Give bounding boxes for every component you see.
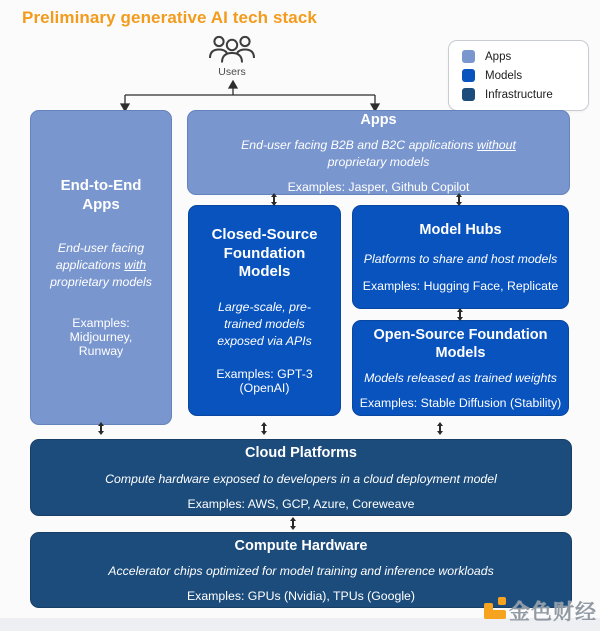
legend-row-apps [462,50,575,63]
card-description: Platforms to share and host models [363,251,558,266]
card-cloud-platforms [30,439,572,516]
card-apps [187,110,570,195]
jinse-finance-logo-icon [484,597,506,619]
legend-label: Models [485,69,523,82]
legend-swatch-apps [462,50,475,63]
legend-row-infrastructure [462,88,575,101]
double-arrow-hubs-open [459,312,461,317]
legend-row-models [462,69,575,82]
watermark-text: 金色财经 [509,601,597,624]
double-arrow-cloud-compute [292,521,294,526]
card-model-hubs [352,205,569,309]
card-description: Accelerator chips optimized for model training and inference workloads [108,564,494,579]
card-description: End-user facing applications with proprietary models [50,240,152,289]
double-arrow-apps-hubs [458,197,460,202]
card-examples: Examples: Jasper, Github Copilot [287,180,470,195]
card-closed-source-foundation-models [188,205,341,416]
page-title: Preliminary generative AI tech stack [22,8,317,27]
legend-swatch-infrastructure [462,88,475,101]
card-examples: Examples: GPUs (Nvidia), TPUs (Google) [186,589,415,604]
card-title: End-to-End Apps [60,177,142,214]
card-open-source-foundation-models [352,320,569,416]
card-title: Apps [360,111,397,128]
card-examples: Examples: Midjourney, Runway [69,315,133,358]
card-title: Compute Hardware [234,537,368,554]
card-examples: Examples: AWS, GCP, Azure, Coreweave [187,496,415,511]
double-arrow-closed-cloud [263,426,265,431]
legend-label: Apps [485,50,512,63]
card-title: Model Hubs [419,222,502,239]
card-examples: Examples: Hugging Face, Replicate [362,278,559,293]
legend-label: Infrastructure [485,88,553,101]
card-description: Compute hardware exposed to developers in a cloud deployment model [105,471,497,486]
card-description: Large-scale, pre-trained models exposed via APIs [217,300,312,349]
double-arrow-apps-closed [273,197,275,202]
card-examples: Examples: GPT-3 (OpenAI) [216,367,313,396]
card-description: Models released as trained weights [364,371,557,386]
card-title: Closed-Source Foundation Models [211,225,318,281]
card-examples: Examples: Stable Diffusion (Stability) [359,396,562,411]
legend [448,40,589,111]
card-title: Open-Source Foundation Models [373,326,548,362]
double-arrow-e2e-cloud [100,426,102,431]
card-title: Cloud Platforms [245,445,357,462]
legend-swatch-models [462,69,475,82]
card-end-to-end-apps [30,110,172,425]
double-arrow-open-cloud [439,426,441,431]
card-description: End-user facing B2B and B2C applications without proprietary models [241,138,516,170]
users-label: Users [218,66,246,78]
